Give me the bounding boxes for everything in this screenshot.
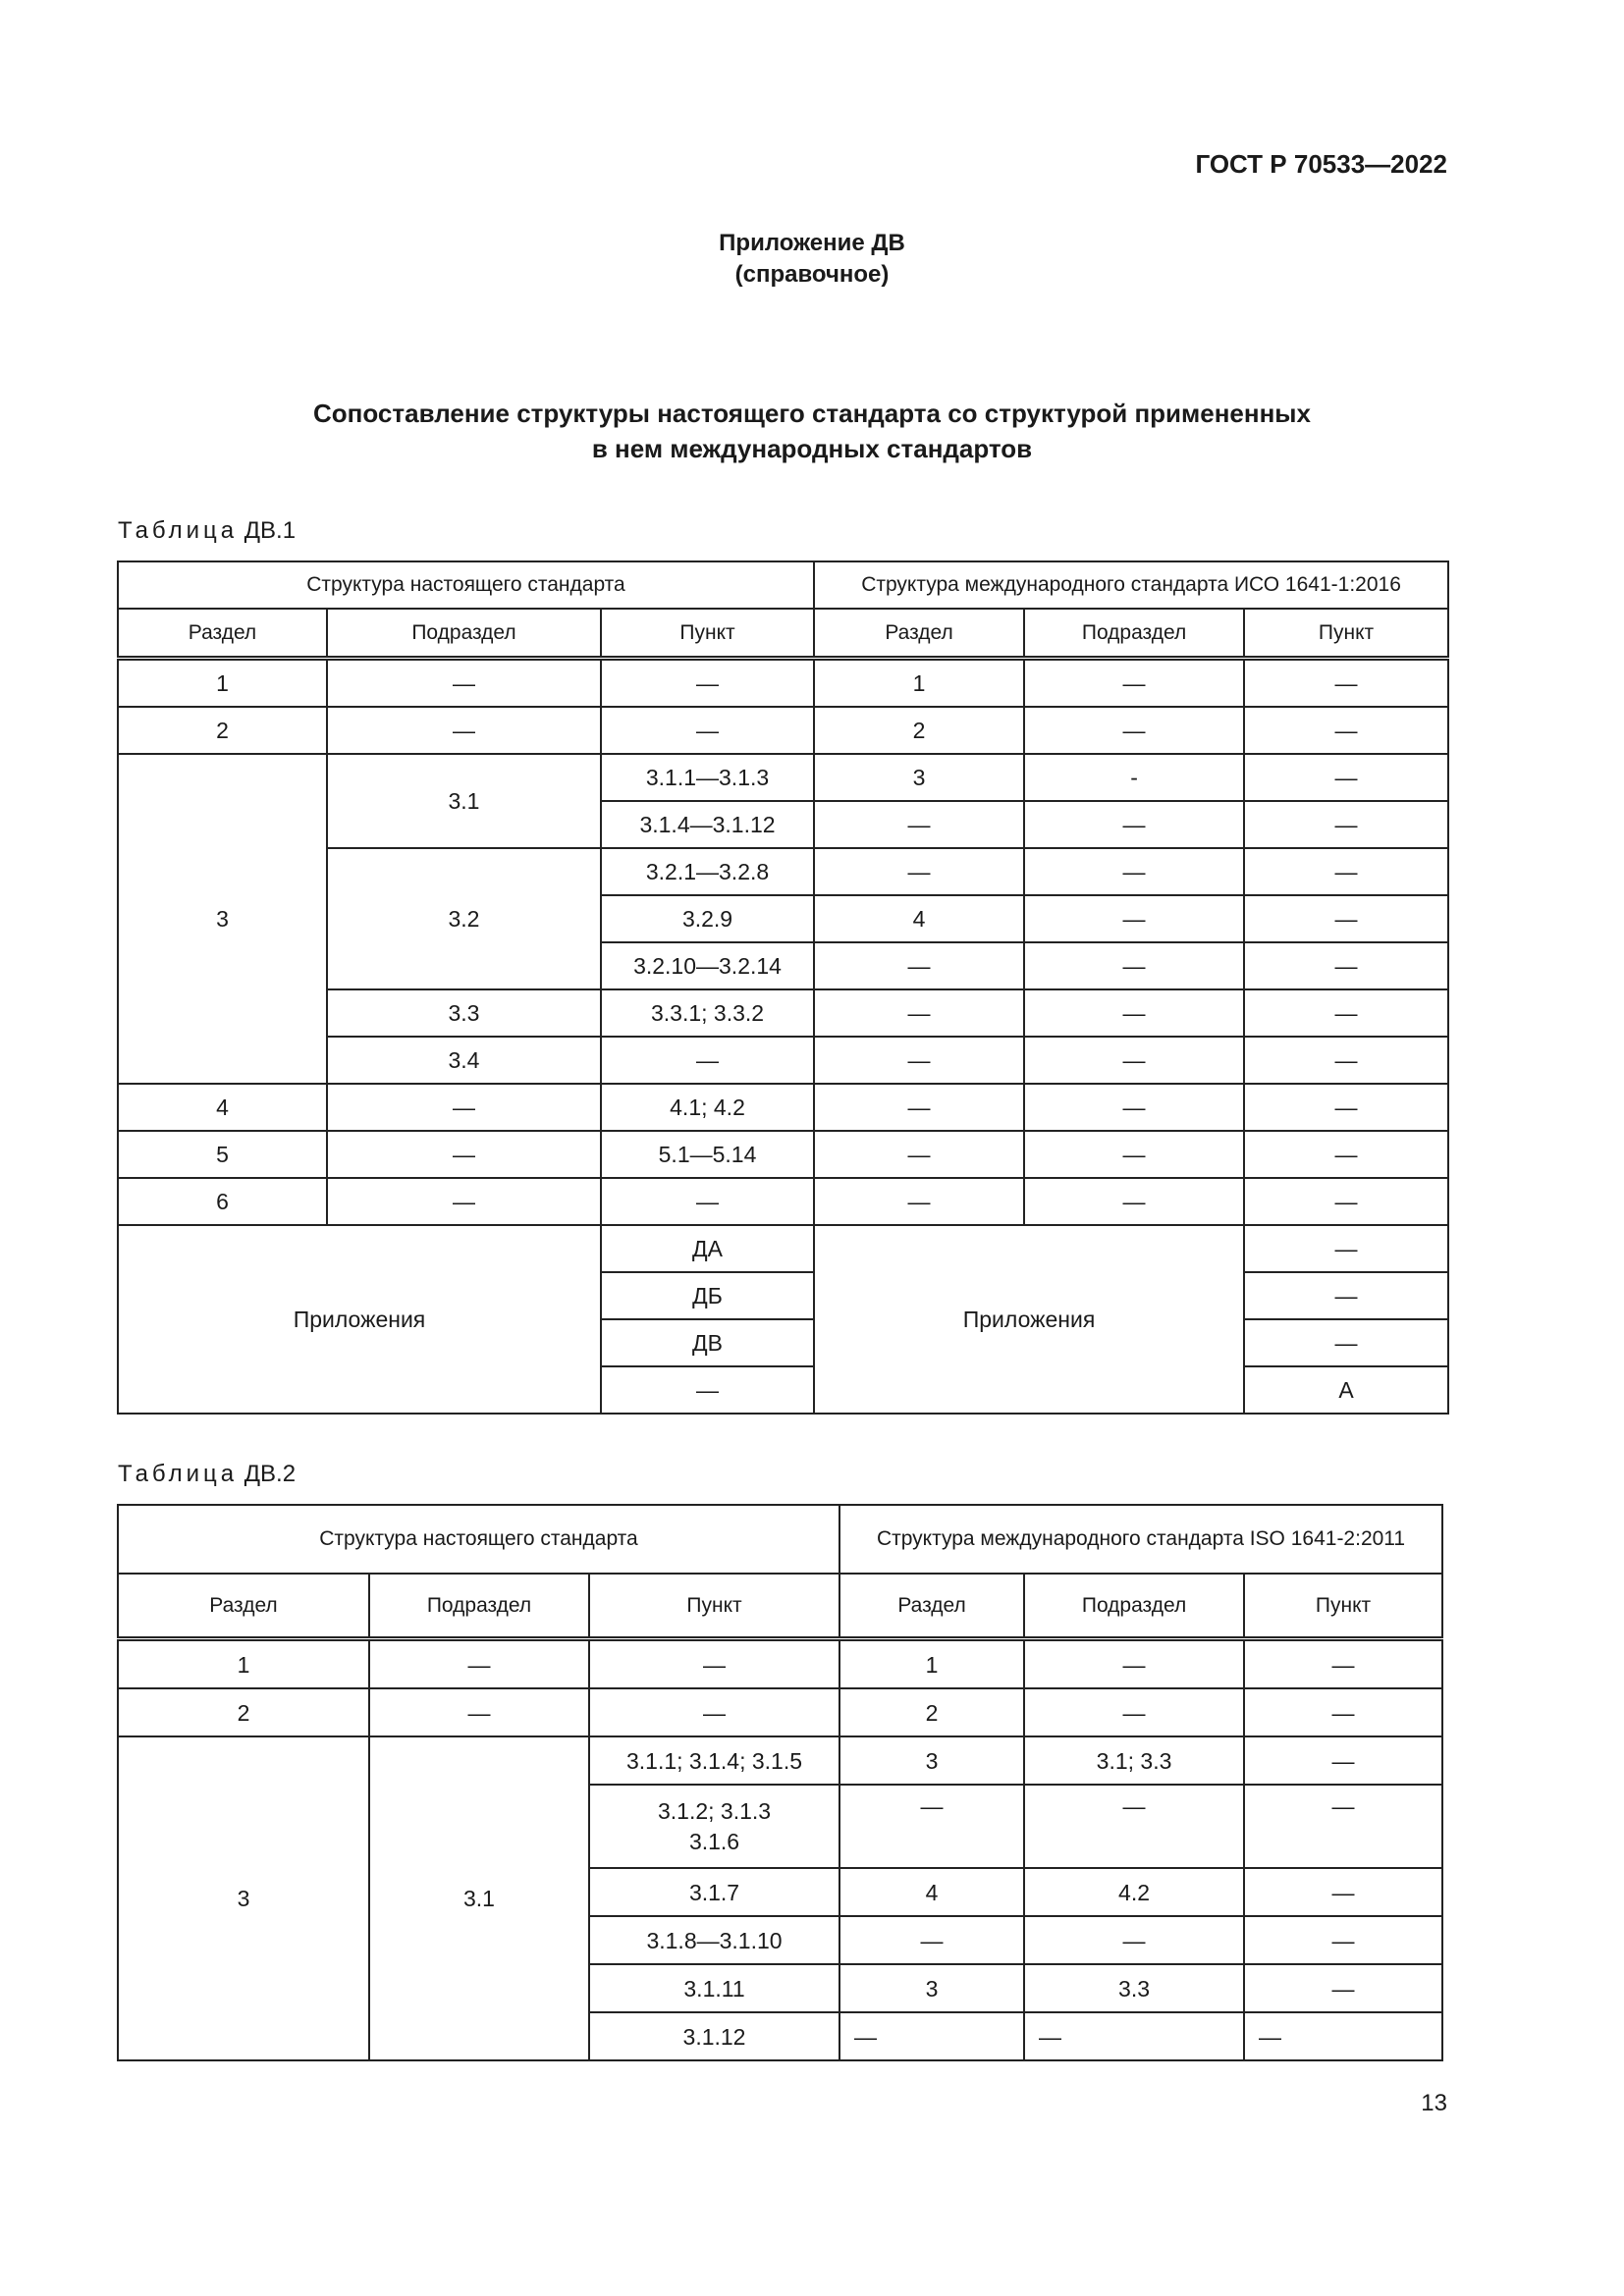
column-header: Пункт: [589, 1574, 839, 1639]
table-cell: —: [1024, 895, 1244, 942]
table-cell: —: [1244, 1319, 1448, 1366]
table-cell: —: [1024, 989, 1244, 1037]
table-1-appendices-label-right: Приложения: [814, 1225, 1244, 1414]
table-cell: —: [1244, 1964, 1442, 2012]
table-row: [118, 659, 1448, 708]
column-header: Раздел: [839, 1574, 1024, 1639]
table-cell: —: [839, 1785, 1024, 1868]
table-cell: —: [1244, 989, 1448, 1037]
table-cell: 3: [118, 1736, 369, 2060]
table-cell: —: [601, 659, 814, 708]
table-cell: —: [1244, 1037, 1448, 1084]
table-cell: 3.2: [327, 848, 601, 989]
table-2-group-header-right: Структура международного стандарта ISO 1641-2:2011: [839, 1505, 1442, 1574]
table-cell: —: [839, 2012, 1024, 2060]
table-1-caption-prefix: Таблица: [118, 517, 239, 544]
table-cell: [589, 1785, 839, 1868]
table-cell: —: [601, 1366, 814, 1414]
table-cell: —: [814, 942, 1024, 989]
table-cell: —: [1024, 801, 1244, 848]
table-cell: 2: [118, 1688, 369, 1736]
table-cell: —: [1244, 1178, 1448, 1225]
table-cell: А: [1244, 1366, 1448, 1414]
table-cell: 5.1—5.14: [601, 1131, 814, 1178]
column-header: Подраздел: [327, 609, 601, 659]
table-2-caption: [118, 1461, 296, 1488]
table-row: [118, 561, 1448, 609]
column-header: Раздел: [118, 609, 327, 659]
table-cell: 4: [814, 895, 1024, 942]
table-cell: —: [1244, 1225, 1448, 1272]
appendix-title: Приложение ДВ: [719, 230, 905, 256]
table-cell: 3.1.1; 3.1.4; 3.1.5: [589, 1736, 839, 1785]
table-cell: 3.1.1—3.1.3: [601, 754, 814, 801]
table-cell: 2: [839, 1688, 1024, 1736]
table-cell: -: [1024, 754, 1244, 801]
table-row: [118, 1688, 1442, 1736]
table-cell: —: [1024, 1688, 1244, 1736]
table-cell: —: [1244, 2012, 1442, 2060]
table-cell: —: [1024, 1131, 1244, 1178]
column-header: Пункт: [1244, 1574, 1442, 1639]
table-cell: 3.3: [1024, 1964, 1244, 2012]
table-cell: 4: [839, 1868, 1024, 1916]
table-cell: —: [814, 848, 1024, 895]
table-row: [118, 1131, 1448, 1178]
table-cell: 3.3.1; 3.3.2: [601, 989, 814, 1037]
table-row: [118, 1736, 1442, 1785]
table-1-appendices-label-left: Приложения: [118, 1225, 601, 1414]
document-id: ГОСТ Р 70533—2022: [1195, 149, 1447, 179]
table-cell: —: [1244, 707, 1448, 754]
table-cell: —: [369, 1688, 589, 1736]
table-2-group-header-left: Структура настоящего стандарта: [118, 1505, 839, 1574]
table-cell: —: [327, 1084, 601, 1131]
table-cell: —: [601, 1178, 814, 1225]
table-cell: —: [1244, 1639, 1442, 1689]
table-cell-line-2: 3.1.6: [688, 1828, 740, 1854]
table-cell: 1: [118, 1639, 369, 1689]
table-cell: —: [601, 1037, 814, 1084]
table-cell: 4: [118, 1084, 327, 1131]
column-header: Раздел: [814, 609, 1024, 659]
table-2: [117, 1504, 1443, 2061]
column-header: Пункт: [601, 609, 814, 659]
table-row: [118, 754, 1448, 801]
table-cell: —: [1244, 754, 1448, 801]
column-header: Подраздел: [1024, 609, 1244, 659]
table-1-group-header-right: Структура международного стандарта ИСО 1641-1:2016: [814, 561, 1448, 609]
table-row: [118, 1084, 1448, 1131]
page-title-line-1: Сопоставление структуры настоящего стандарта со структурой примененных: [313, 399, 1311, 428]
table-1-caption: [118, 517, 296, 545]
table-cell: —: [1024, 1037, 1244, 1084]
page-title: [0, 396, 1624, 466]
table-cell: ДВ: [601, 1319, 814, 1366]
table-cell: —: [369, 1639, 589, 1689]
table-2-caption-prefix: Таблица: [118, 1461, 239, 1487]
table-cell: —: [327, 1131, 601, 1178]
column-header: Подраздел: [369, 1574, 589, 1639]
table-cell: 1: [118, 659, 327, 708]
table-cell: —: [1024, 1178, 1244, 1225]
table-cell: —: [1244, 659, 1448, 708]
table-cell: ДА: [601, 1225, 814, 1272]
table-cell: —: [601, 707, 814, 754]
column-header: Подраздел: [1024, 1574, 1244, 1639]
table-cell: —: [327, 659, 601, 708]
table-cell: —: [1024, 1785, 1244, 1868]
table-cell: —: [1244, 1272, 1448, 1319]
table-cell: —: [589, 1688, 839, 1736]
table-cell: 2: [814, 707, 1024, 754]
table-cell: 4.1; 4.2: [601, 1084, 814, 1131]
table-row: [118, 1225, 1448, 1272]
table-cell: —: [814, 989, 1024, 1037]
table-cell: —: [1244, 1736, 1442, 1785]
table-cell: 3.3: [327, 989, 601, 1037]
table-cell: —: [1024, 1084, 1244, 1131]
table-cell: 3.1.11: [589, 1964, 839, 2012]
table-cell: —: [814, 1131, 1024, 1178]
table-cell: 3.1.12: [589, 2012, 839, 2060]
table-row: [118, 1178, 1448, 1225]
table-cell: —: [327, 1178, 601, 1225]
table-cell: 3.1: [369, 1736, 589, 2060]
appendix-heading: [0, 228, 1624, 291]
table-cell: —: [1244, 1131, 1448, 1178]
table-cell: 3.1.8—3.1.10: [589, 1916, 839, 1964]
table-1-group-header-left: Структура настоящего стандарта: [118, 561, 814, 609]
table-cell: 1: [839, 1639, 1024, 1689]
table-cell: 3: [118, 754, 327, 1084]
table-cell: —: [1024, 848, 1244, 895]
table-cell: —: [1244, 1688, 1442, 1736]
table-cell: —: [1024, 707, 1244, 754]
table-1: [117, 561, 1449, 1415]
table-cell: 3.1.7: [589, 1868, 839, 1916]
table-cell: 5: [118, 1131, 327, 1178]
page-title-line-2: в нем международных стандартов: [591, 434, 1033, 463]
table-2-caption-number: ДВ.2: [244, 1461, 297, 1487]
table-row: [118, 707, 1448, 754]
table-cell-line-1: 3.1.2; 3.1.3: [657, 1797, 772, 1824]
table-row: [118, 609, 1448, 659]
table-cell: 3.1; 3.3: [1024, 1736, 1244, 1785]
table-cell: —: [1244, 1868, 1442, 1916]
table-cell: —: [1024, 1639, 1244, 1689]
table-1-caption-number: ДВ.1: [244, 517, 297, 544]
table-cell: —: [1244, 1785, 1442, 1868]
table-cell: —: [814, 1037, 1024, 1084]
table-cell: 3.1.4—3.1.12: [601, 801, 814, 848]
table-cell: —: [1244, 895, 1448, 942]
table-cell: —: [839, 1916, 1024, 1964]
table-cell: 3.2.10—3.2.14: [601, 942, 814, 989]
table-row: [118, 1505, 1442, 1574]
table-cell: —: [1024, 659, 1244, 708]
column-header: Пункт: [1244, 609, 1448, 659]
table-cell: —: [589, 1639, 839, 1689]
table-cell: —: [327, 707, 601, 754]
table-cell: 4.2: [1024, 1868, 1244, 1916]
table-cell: 3.4: [327, 1037, 601, 1084]
table-cell: 6: [118, 1178, 327, 1225]
table-cell: 3.2.1—3.2.8: [601, 848, 814, 895]
column-header: Раздел: [118, 1574, 369, 1639]
table-cell: —: [1244, 848, 1448, 895]
table-cell: 3: [839, 1736, 1024, 1785]
table-cell: —: [814, 1084, 1024, 1131]
table-cell: 3.2.9: [601, 895, 814, 942]
appendix-type: (справочное): [734, 261, 890, 288]
table-row: [118, 1639, 1442, 1689]
table-row: [118, 1574, 1442, 1639]
table-cell: ДБ: [601, 1272, 814, 1319]
page-number: 13: [1421, 2090, 1447, 2116]
table-cell: 3: [814, 754, 1024, 801]
table-cell: 3: [839, 1964, 1024, 2012]
table-cell: —: [1024, 942, 1244, 989]
table-cell: —: [814, 801, 1024, 848]
table-cell: —: [1244, 942, 1448, 989]
table-cell: 1: [814, 659, 1024, 708]
table-cell: 2: [118, 707, 327, 754]
table-cell: —: [1244, 1916, 1442, 1964]
table-cell: —: [1024, 2012, 1244, 2060]
table-cell: —: [1244, 801, 1448, 848]
table-cell: —: [1024, 1916, 1244, 1964]
table-cell: —: [814, 1178, 1024, 1225]
table-cell: 3.1: [327, 754, 601, 848]
table-cell: —: [1244, 1084, 1448, 1131]
